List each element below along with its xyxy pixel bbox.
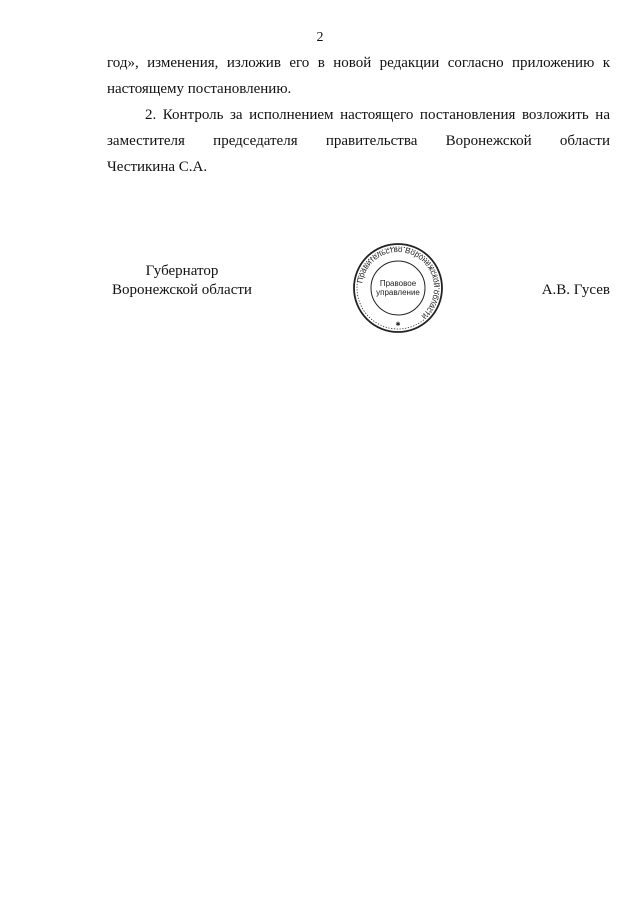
page-number: 2 [316, 30, 324, 45]
paragraph-2-line-2: заместителя председателя правительства Воронежской области [107, 133, 610, 149]
signer-position-line-2: Воронежской области [112, 282, 252, 298]
signer-position [107, 262, 257, 300]
paragraph-1 [107, 50, 610, 102]
paragraph-2-line-1: 2. Контроль за исполнением настоящего постановления возложить на [145, 107, 610, 123]
seal-star-icon: ✱ [395, 321, 401, 328]
paragraph-2-line-3: Честикина С.А. [107, 159, 208, 175]
signature-block [0, 244, 640, 342]
seal-inner-line-1: Правовое [379, 279, 417, 288]
seal-outer-text: Правительство Воронежской области [355, 244, 442, 321]
paragraph-1-line-2: настоящему постановлению. [107, 81, 292, 97]
signer-position-line-1: Губернатор [145, 263, 219, 279]
official-seal [352, 242, 444, 334]
signer-name: А.В. Гусев [541, 282, 610, 298]
seal-inner-line-2: управление [376, 288, 420, 297]
paragraph-1-line-1: год», изменения, изложив его в новой редакции согласно приложению к [107, 55, 610, 71]
paragraph-2 [107, 102, 610, 180]
